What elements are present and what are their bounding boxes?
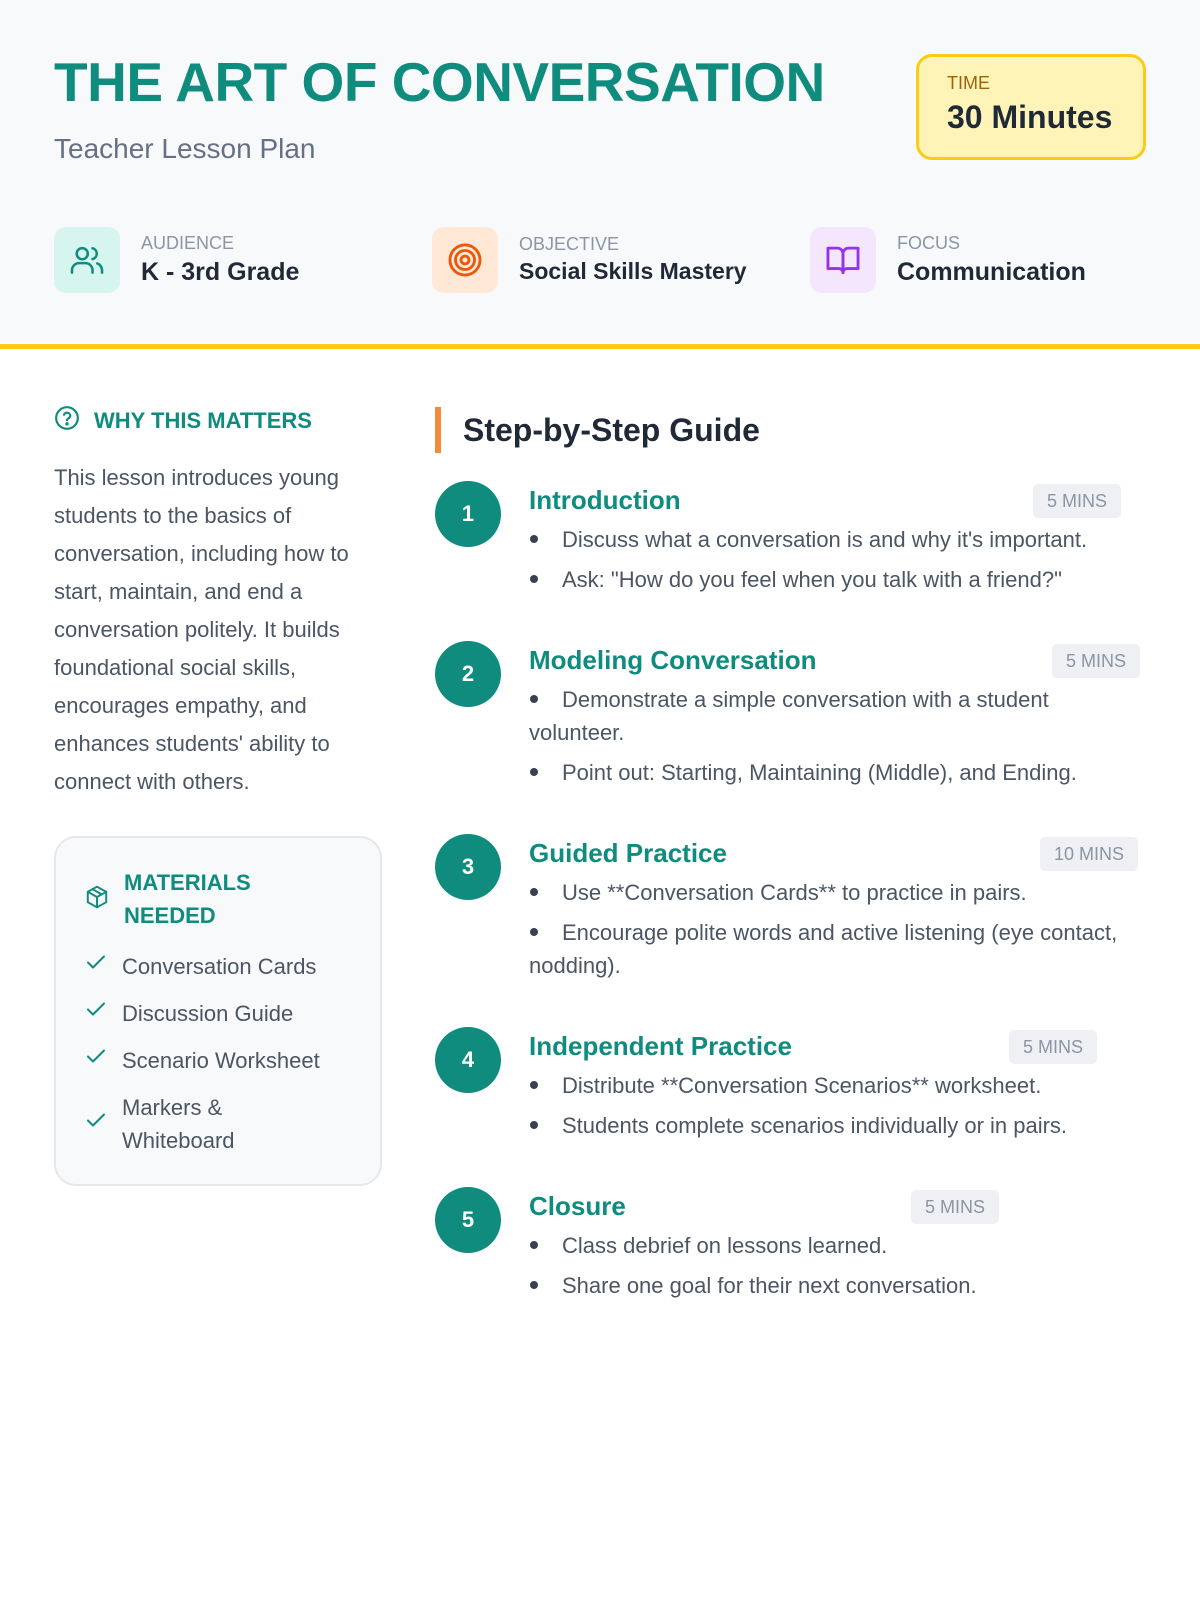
- duration-badge: 5 MINS: [1009, 1030, 1097, 1064]
- users-icon: [54, 227, 120, 293]
- time-card: [916, 54, 1146, 160]
- materials-heading: MATERIALS NEEDED: [124, 870, 251, 928]
- guide-heading: [435, 407, 760, 453]
- step-bullets: [529, 876, 1149, 989]
- list-item: [84, 1091, 380, 1157]
- meta-audience-value: K - 3rd Grade: [141, 257, 300, 286]
- bullet-text: Students complete scenarios individually or in pairs.: [562, 1113, 1068, 1138]
- list-item: [529, 1229, 1149, 1262]
- step-number: 3: [435, 834, 501, 900]
- book-open-icon: [810, 227, 876, 293]
- materials-list: [84, 950, 380, 1157]
- meta-focus-label: FOCUS: [897, 233, 960, 254]
- box-icon: [84, 884, 110, 915]
- page-title: THE ART OF CONVERSATION: [54, 51, 825, 113]
- meta-focus: [810, 227, 1086, 293]
- step-number: 5: [435, 1187, 501, 1253]
- bullet-text: Demonstrate a simple conversation with a student volunteer.: [529, 687, 1049, 745]
- time-label: TIME: [947, 73, 990, 93]
- step-title: Independent Practice: [529, 1031, 792, 1061]
- step-bullets: [529, 523, 1149, 603]
- meta-objective-value: Social Skills Mastery: [519, 258, 747, 284]
- duration-badge: 5 MINS: [1033, 484, 1121, 518]
- step-bullets: [529, 1229, 1149, 1309]
- check-icon: [84, 997, 108, 1030]
- step-title: Modeling Conversation: [529, 645, 817, 675]
- bullet-text: Encourage polite words and active listening (eye contact, nodding).: [529, 920, 1118, 978]
- list-item: [84, 997, 380, 1030]
- list-item: [529, 563, 1149, 596]
- lesson-header: [0, 0, 1200, 349]
- meta-objective-label: OBJECTIVE: [519, 234, 620, 255]
- list-item: [529, 756, 1149, 789]
- why-heading: WHY THIS MATTERS: [94, 408, 312, 433]
- materials-card: [54, 836, 382, 1186]
- list-item: [529, 523, 1149, 556]
- material-label: Scenario Worksheet: [122, 1048, 320, 1073]
- bullet-text: Discuss what a conversation is and why it's important.: [562, 527, 1088, 552]
- step-title: Closure: [529, 1191, 626, 1221]
- step-bullets: [529, 683, 1149, 796]
- meta-focus-value: Communication: [897, 257, 1086, 286]
- material-label: Conversation Cards: [122, 954, 317, 979]
- bullet-text: Share one goal for their next conversation.: [562, 1273, 977, 1298]
- list-item: [84, 1044, 380, 1077]
- bullet-text: Point out: Starting, Maintaining (Middle), and Ending.: [562, 760, 1077, 785]
- bullet-text: Class debrief on lessons learned.: [562, 1233, 888, 1258]
- why-text: This lesson introduces young students to the basics of conversation, including how to start, maintain, and end a conversation politely. It builds foundational social skills, encourages empathy, and enhances students' ability to connect with others.: [54, 465, 349, 795]
- time-value: 30 Minutes: [947, 98, 1113, 135]
- step-title: Introduction: [529, 485, 681, 515]
- list-item: [529, 876, 1149, 909]
- list-item: [529, 916, 1149, 982]
- meta-objective: [432, 227, 747, 293]
- bullet-text: Distribute **Conversation Scenarios** worksheet.: [562, 1073, 1042, 1098]
- list-item: [529, 683, 1149, 749]
- bullet-text: Use **Conversation Cards** to practice in pairs.: [562, 880, 1027, 905]
- meta-audience: [54, 227, 299, 293]
- duration-badge: 5 MINS: [1052, 644, 1140, 678]
- check-icon: [84, 950, 108, 983]
- material-label: Markers & Whiteboard: [122, 1095, 235, 1153]
- step-bullets: [529, 1069, 1149, 1149]
- guide-title: Step-by-Step Guide: [463, 411, 760, 448]
- meta-audience-label: AUDIENCE: [141, 233, 235, 254]
- list-item: [529, 1109, 1149, 1142]
- why-section: [54, 405, 384, 801]
- page-subtitle: Teacher Lesson Plan: [54, 133, 316, 164]
- check-icon: [84, 1108, 108, 1141]
- help-circle-icon: [54, 405, 80, 437]
- check-icon: [84, 1044, 108, 1077]
- list-item: [84, 950, 380, 983]
- list-item: [529, 1069, 1149, 1102]
- step-number: 1: [435, 481, 501, 547]
- step-title: Guided Practice: [529, 838, 727, 868]
- duration-badge: 10 MINS: [1040, 837, 1138, 871]
- list-item: [529, 1269, 1149, 1302]
- duration-badge: 5 MINS: [911, 1190, 999, 1224]
- step-number: 2: [435, 641, 501, 707]
- target-icon: [432, 227, 498, 293]
- bullet-text: Ask: "How do you feel when you talk with a friend?": [562, 567, 1062, 592]
- step-number: 4: [435, 1027, 501, 1093]
- material-label: Discussion Guide: [122, 1001, 294, 1026]
